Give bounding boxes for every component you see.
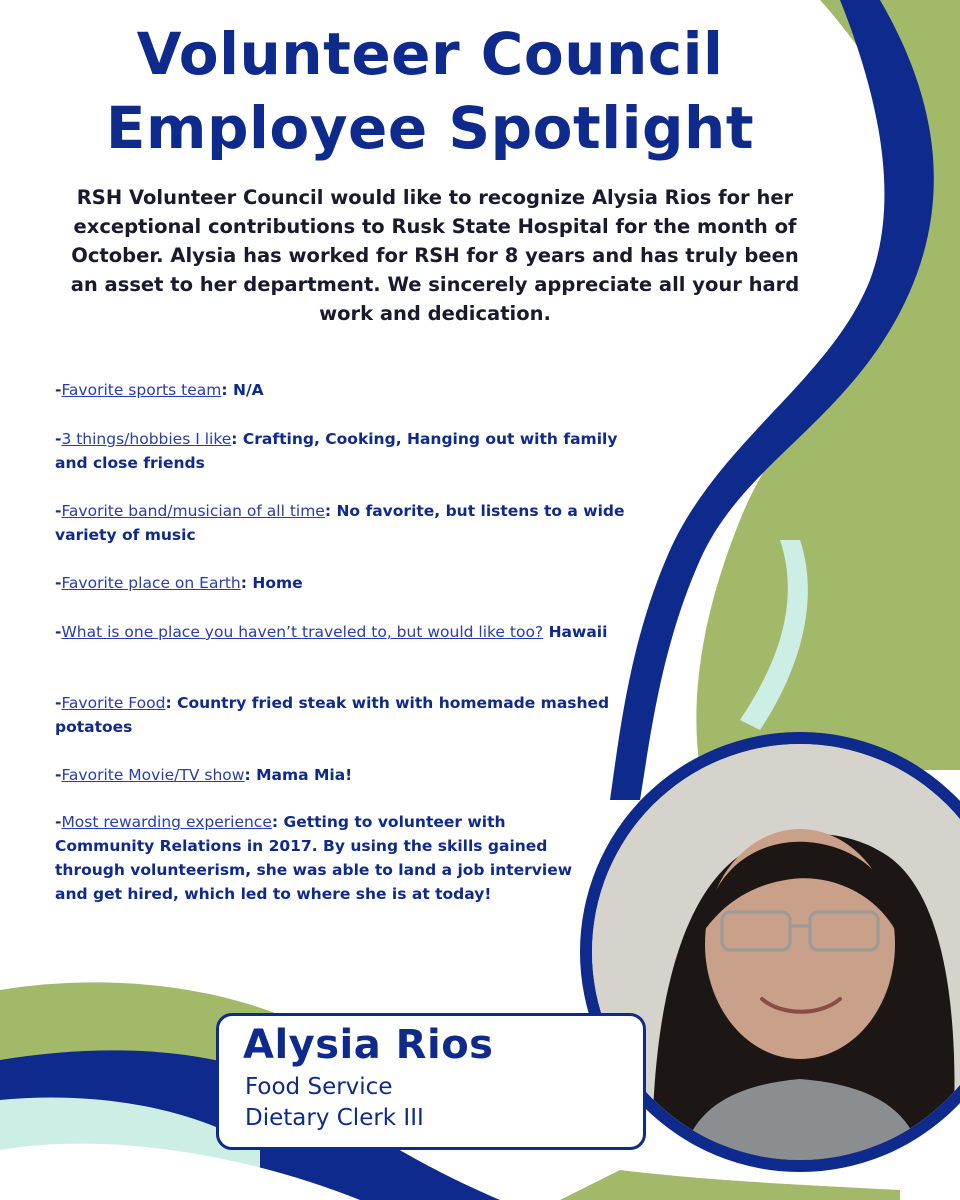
- qa-item: -3 things/hobbies I like: Crafting, Cooking, Hanging out with family and close friends: [55, 430, 618, 472]
- qa-answer: Home: [252, 574, 303, 592]
- qa-question: Favorite Food: [61, 694, 166, 712]
- qa-answer: No favorite, but listens to a wide variety of music: [55, 502, 625, 544]
- qa-question: What is one place you haven’t traveled to, but would like too?: [61, 623, 544, 641]
- qa-answer: N/A: [232, 381, 264, 399]
- qa-item: -Favorite band/musician of all time: No favorite, but listens to a wide variety of music: [55, 502, 625, 544]
- name-card: [216, 1013, 646, 1150]
- qa-answer: Country fried steak with with homemade mashed potatoes: [55, 694, 610, 736]
- qa-item: -Favorite Food: Country fried steak with with homemade mashed potatoes: [55, 694, 610, 736]
- page-title-line2: Employee Spotlight: [105, 94, 755, 162]
- qa-answer: Getting to volunteer with Community Relations in 2017. By using the skills gained through volunteerism, she was able to land a job interview and get hired, which led to where she is at today!: [55, 813, 573, 903]
- qa-question: Most rewarding experience: [61, 813, 272, 831]
- qa-item: -Favorite sports team: N/A: [55, 381, 264, 399]
- qa-answer: Mama Mia!: [256, 766, 353, 784]
- qa-item: -Most rewarding experience: Getting to volunteer with Community Relations in 2017. By using the skills gained through volunteerism, she was able to land a job interview and get hired, which led to where she is at today!: [55, 813, 573, 903]
- qa-item: -Favorite place on Earth: Home: [55, 574, 303, 592]
- employee-role: Dietary Clerk III: [245, 1105, 424, 1131]
- page-title-line1: Volunteer Council: [136, 20, 724, 88]
- qa-item: -What is one place you haven’t traveled to, but would like too? Hawaii: [55, 623, 608, 641]
- qa-item: -Favorite Movie/TV show: Mama Mia!: [55, 766, 353, 784]
- qa-question: Favorite place on Earth: [61, 574, 241, 592]
- qa-question: 3 things/hobbies I like: [61, 430, 232, 448]
- employee-department: Food Service: [245, 1074, 393, 1100]
- qa-question: Favorite Movie/TV show: [61, 766, 245, 784]
- green-sliver-bottom-right: [560, 1170, 900, 1200]
- intro-paragraph: RSH Volunteer Council would like to recognize Alysia Rios for her exceptional contributions to Rusk State Hospital for the month of October. Alysia has worked for RSH for 8 years and has truly been an asset to her department. We sincerely appreciate all your hard work and dedication.: [70, 186, 800, 325]
- qa-question: Favorite sports team: [61, 381, 222, 399]
- employee-name: Alysia Rios: [243, 1022, 494, 1068]
- qa-answer: Crafting, Cooking, Hanging out with family and close friends: [55, 430, 618, 472]
- qa-question: Favorite band/musician of all time: [61, 502, 325, 520]
- qa-answer: Hawaii: [548, 623, 608, 641]
